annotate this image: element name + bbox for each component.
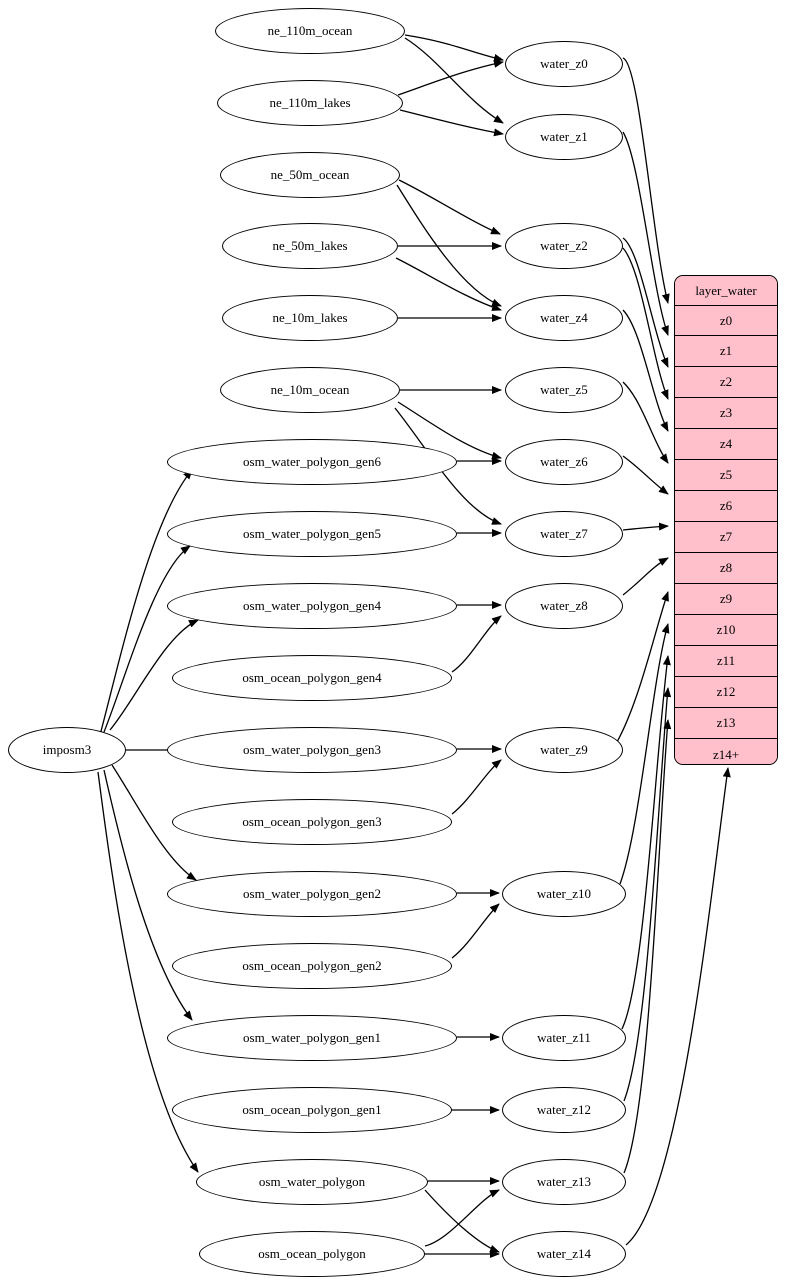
- node-osm-water-polygon-gen1[interactable]: [167, 1015, 457, 1061]
- node-osm-water-polygon-gen4[interactable]: [167, 583, 457, 629]
- node-label: ne_50m_lakes: [272, 238, 348, 253]
- record-cell-z3: z3: [675, 398, 777, 429]
- node-label: ne_10m_ocean: [270, 382, 350, 397]
- node-water-z12[interactable]: [502, 1087, 626, 1133]
- node-water-z5[interactable]: [505, 367, 623, 413]
- node-osm-ocean-polygon-gen2[interactable]: [172, 943, 452, 989]
- record-cell-z8: z8: [675, 553, 777, 584]
- node-label: osm_water_polygon_gen1: [243, 1030, 381, 1045]
- record-cell-z6: z6: [675, 491, 777, 522]
- record-layer-water[interactable]: [674, 275, 778, 765]
- node-label: water_z2: [540, 238, 588, 253]
- node-label: ne_10m_lakes: [272, 310, 348, 325]
- node-water-z4[interactable]: [505, 295, 623, 341]
- node-osm-water-polygon-gen6[interactable]: [167, 439, 457, 485]
- node-water-z13[interactable]: [502, 1159, 626, 1205]
- node-label: ne_110m_lakes: [269, 95, 351, 110]
- node-label: osm_ocean_polygon_gen3: [242, 814, 382, 829]
- record-cell-z10: z10: [675, 615, 777, 646]
- record-cell-z0: z0: [675, 306, 777, 336]
- record-cell-z1: z1: [675, 336, 777, 367]
- node-label: osm_ocean_polygon_gen1: [242, 1102, 382, 1117]
- record-cell-z11: z11: [675, 646, 777, 677]
- node-label: water_z0: [540, 56, 588, 71]
- node-osm-water-polygon-gen3[interactable]: [167, 727, 457, 773]
- node-label: osm_water_polygon_gen4: [243, 598, 381, 613]
- node-osm-water-polygon-gen2[interactable]: [167, 871, 457, 917]
- node-osm-ocean-polygon[interactable]: [199, 1231, 425, 1277]
- node-label: water_z9: [540, 742, 588, 757]
- node-label: osm_ocean_polygon_gen4: [242, 670, 382, 685]
- record-cell-z4: z4: [675, 429, 777, 460]
- node-label: water_z1: [540, 129, 588, 144]
- node-water-z9[interactable]: [505, 727, 623, 773]
- node-ne-50m-ocean[interactable]: [220, 152, 400, 198]
- node-label: imposm3: [42, 742, 92, 757]
- node-water-z10[interactable]: [502, 871, 626, 917]
- node-label: ne_110m_ocean: [267, 23, 353, 38]
- record-cell-z7: z7: [675, 522, 777, 553]
- node-water-z14[interactable]: [502, 1231, 626, 1277]
- node-ne-110m-ocean[interactable]: [215, 8, 405, 54]
- node-label: osm_water_polygon_gen2: [243, 886, 381, 901]
- record-cell-z14plus: z14+: [675, 739, 777, 765]
- node-ne-110m-lakes[interactable]: [217, 80, 403, 126]
- node-label: osm_water_polygon: [258, 1174, 366, 1189]
- node-imposm3[interactable]: [8, 727, 126, 773]
- node-water-z0[interactable]: [505, 41, 623, 87]
- node-water-z6[interactable]: [505, 439, 623, 485]
- node-osm-ocean-polygon-gen1[interactable]: [172, 1087, 452, 1133]
- node-label: water_z6: [540, 454, 588, 469]
- record-cell-z2: z2: [675, 367, 777, 398]
- record-cell-z9: z9: [675, 584, 777, 615]
- node-osm-water-polygon[interactable]: [196, 1159, 428, 1205]
- node-label: osm_water_polygon_gen6: [243, 454, 381, 469]
- record-cell-z12: z12: [675, 677, 777, 708]
- node-label: water_z11: [537, 1030, 591, 1045]
- node-label: osm_ocean_polygon: [258, 1246, 366, 1261]
- node-osm-ocean-polygon-gen4[interactable]: [172, 655, 452, 701]
- node-osm-ocean-polygon-gen3[interactable]: [172, 799, 452, 845]
- node-ne-10m-ocean[interactable]: [220, 367, 400, 413]
- node-label: water_z7: [540, 526, 588, 541]
- node-label: water_z5: [540, 382, 588, 397]
- node-water-z2[interactable]: [505, 223, 623, 269]
- record-cell-layer-water: layer_water: [675, 276, 777, 306]
- node-osm-water-polygon-gen5[interactable]: [167, 511, 457, 557]
- node-label: water_z12: [536, 1102, 592, 1117]
- node-label: osm_water_polygon_gen3: [243, 742, 381, 757]
- node-label: water_z8: [540, 598, 588, 613]
- node-label: water_z14: [536, 1246, 592, 1261]
- node-ne-10m-lakes[interactable]: [222, 295, 398, 341]
- node-water-z7[interactable]: [505, 511, 623, 557]
- node-label: water_z4: [540, 310, 588, 325]
- node-ne-50m-lakes[interactable]: [222, 223, 398, 269]
- node-water-z11[interactable]: [502, 1015, 626, 1061]
- node-water-z1[interactable]: [505, 114, 623, 160]
- node-label: water_z10: [536, 886, 592, 901]
- node-label: water_z13: [536, 1174, 592, 1189]
- node-label: osm_ocean_polygon_gen2: [242, 958, 382, 973]
- record-cell-z13: z13: [675, 708, 777, 739]
- node-water-z8[interactable]: [505, 583, 623, 629]
- record-cell-z5: z5: [675, 460, 777, 491]
- node-label: ne_50m_ocean: [270, 167, 350, 182]
- node-label: osm_water_polygon_gen5: [243, 526, 381, 541]
